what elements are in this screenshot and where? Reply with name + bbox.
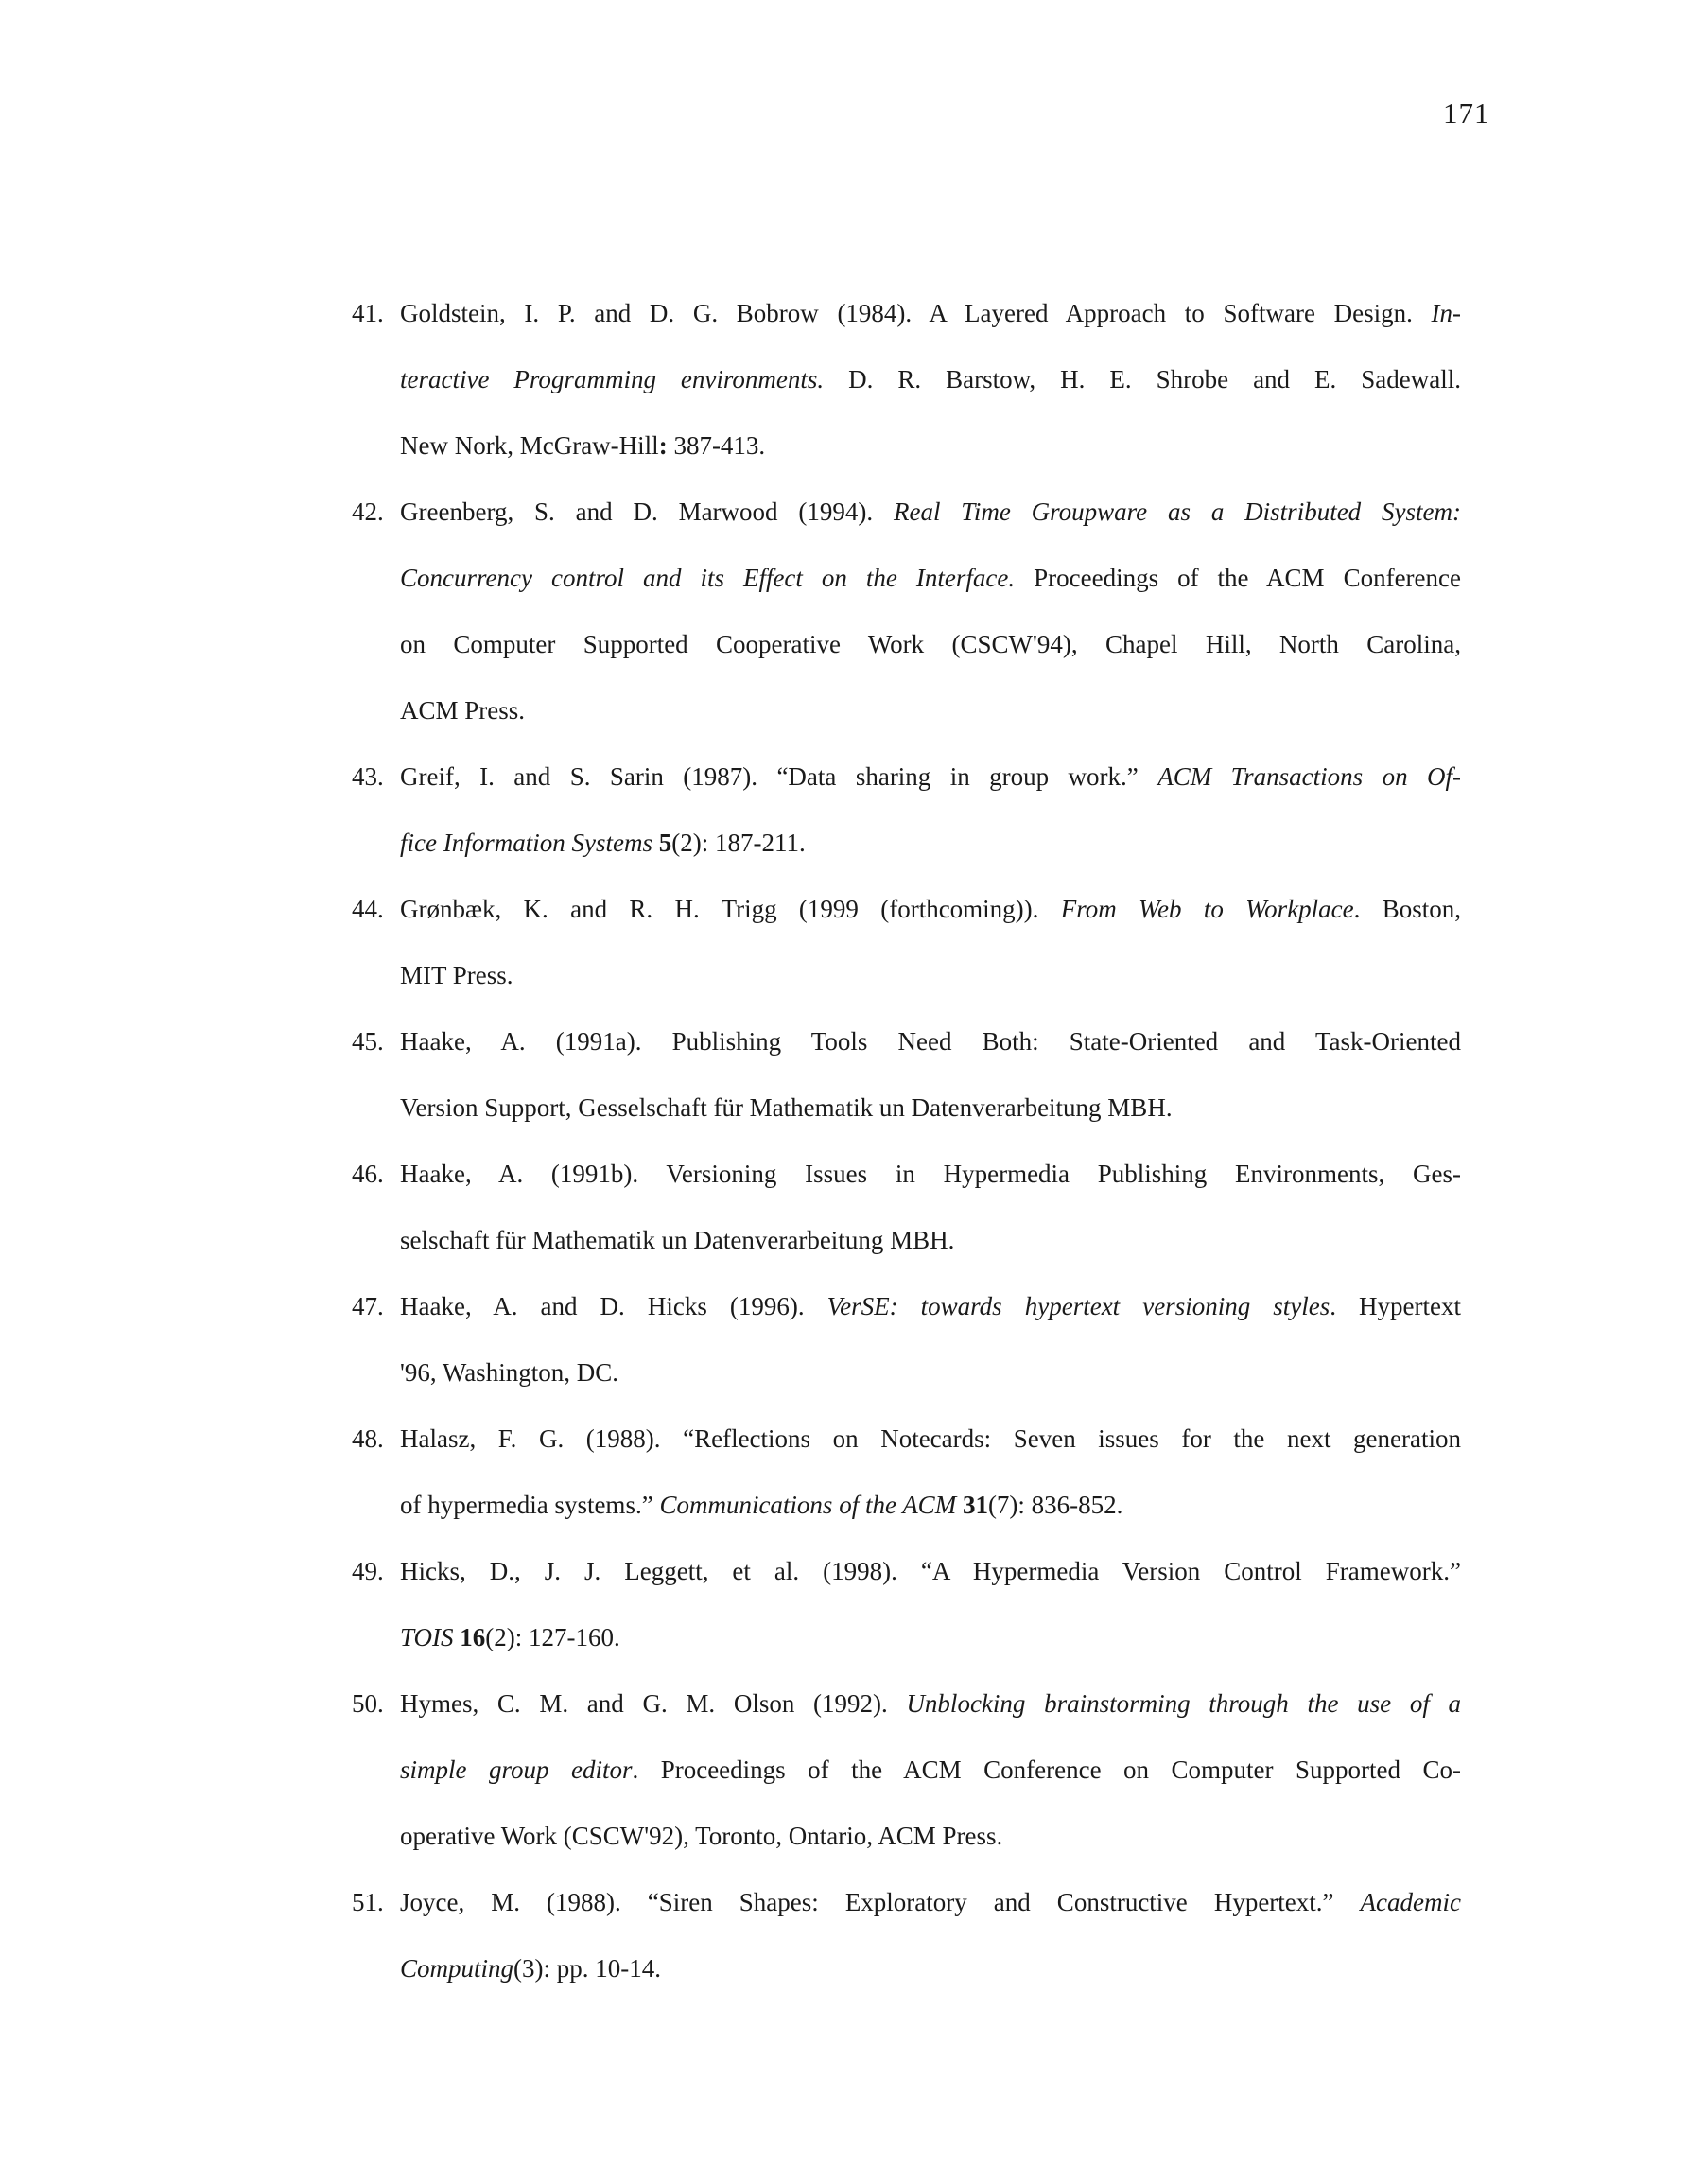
reference-item [352,280,1461,479]
reference-line [352,1008,1461,1075]
reference-number: 47. [352,1292,384,1320]
reference-text-segment: Unblocking brainstorming through the use of a [906,1689,1461,1718]
reference-text-segment: 16 [460,1623,486,1651]
reference-number: 50. [352,1689,384,1718]
reference-line [400,1207,1461,1273]
reference-text-segment: Hymes, C. M. and G. M. Olson (1992). [400,1689,907,1718]
reference-line [352,1406,1461,1472]
reference-line [400,1075,1461,1141]
reference-text-segment: Goldstein, I. P. and D. G. Bobrow (1984). A Layered Approach to Software Design. [400,299,1432,327]
reference-text-segment: . Hypertext [1330,1292,1461,1320]
reference-text-segment: . Boston, [1353,895,1461,923]
reference-line [352,1273,1461,1339]
reference-number: 48. [352,1424,384,1453]
reference-line [352,743,1461,810]
reference-text-segment: (2): 127-160. [485,1623,620,1651]
reference-line [400,1339,1461,1406]
reference-line [400,1472,1461,1538]
reference-number: 45. [352,1027,384,1056]
reference-text-segment: VerSE: towards hypertext versioning styles [826,1292,1330,1320]
reference-line [400,1604,1461,1670]
reference-text-segment: simple group editor [400,1756,633,1784]
reference-line [400,677,1461,743]
reference-text-segment: on Computer Supported Cooperative Work (CSCW'94), Chapel Hill, North Carolina, [400,630,1461,658]
reference-item [352,1273,1461,1406]
reference-line [400,1737,1461,1803]
reference-text-segment: Academic [1360,1888,1461,1916]
reference-text-segment: ACM Transactions on Of- [1157,762,1461,791]
reference-text-segment: Concurrency control and its Effect on the Interface. [400,564,1016,592]
reference-item [352,479,1461,743]
reference-text-segment: . Proceedings of the ACM Conference on Computer Supported Co- [632,1756,1461,1784]
reference-text-segment: teractive Programming environments. [400,365,825,393]
reference-text-segment: Communications of the ACM [659,1491,963,1519]
reference-line [400,1803,1461,1869]
reference-list [352,280,1461,2001]
reference-line [352,1538,1461,1604]
reference-text-segment: MIT Press. [400,961,513,989]
reference-text-segment: TOIS [400,1623,461,1651]
reference-number: 46. [352,1160,384,1188]
reference-text-segment: '96, Washington, DC. [400,1358,618,1387]
reference-text-segment: Real Time Groupware as a Distributed System: [893,498,1461,526]
reference-text-segment: selschaft für Mathematik un Datenverarbeitung MBH. [400,1226,955,1254]
reference-line [352,1141,1461,1207]
reference-text-segment: Haake, A. (1991b). Versioning Issues in Hypermedia Publishing Environments, Ges- [400,1160,1461,1188]
reference-line [352,876,1461,942]
reference-text-segment: (2): 187-211. [671,829,806,857]
reference-number: 43. [352,762,384,791]
reference-text-segment: : [658,431,668,460]
reference-number: 42. [352,498,384,526]
reference-line [400,611,1461,677]
reference-text-segment: fice Information Systems [400,829,659,857]
reference-line [352,1869,1461,1935]
page-number: 171 [1443,96,1490,130]
reference-text-segment: of hypermedia systems.” [400,1491,660,1519]
reference-item [352,1406,1461,1538]
reference-text-segment: Haake, A. and D. Hicks (1996). [400,1292,827,1320]
reference-item [352,1538,1461,1670]
reference-text-segment: Proceedings of the ACM Conference [1015,564,1461,592]
reference-item [352,1008,1461,1141]
reference-line [400,942,1461,1008]
reference-text-segment: Version Support, Gesselschaft für Mathematik un Datenverarbeitung MBH. [400,1093,1173,1122]
reference-line [400,545,1461,611]
reference-text-segment: D. R. Barstow, H. E. Shrobe and E. Sadewall. [824,365,1461,393]
reference-number: 41. [352,299,384,327]
reference-line [400,346,1461,412]
reference-text-segment: (7): 836-852. [987,1491,1123,1519]
reference-text-segment: Haake, A. (1991a). Publishing Tools Need Both: State-Oriented and Task-Oriented [400,1027,1461,1056]
reference-text-segment: Greenberg, S. and D. Marwood (1994). [400,498,894,526]
reference-text-segment: In- [1431,299,1461,327]
reference-number: 51. [352,1888,384,1916]
reference-text-segment: Halasz, F. G. (1988). “Reflections on Notecards: Seven issues for the next generation [400,1424,1461,1453]
reference-line [400,810,1461,876]
reference-text-segment: Greif, I. and S. Sarin (1987). “Data sharing in group work.” [400,762,1158,791]
reference-line [400,1935,1461,2001]
reference-item [352,743,1461,876]
reference-item [352,1141,1461,1273]
reference-text-segment: Joyce, M. (1988). “Siren Shapes: Exploratory and Constructive Hypertext.” [400,1888,1361,1916]
reference-text-segment: 5 [658,829,672,857]
reference-text-segment: operative Work (CSCW'92), Toronto, Ontario, ACM Press. [400,1822,1003,1850]
reference-text-segment: (3): pp. 10-14. [513,1954,661,1983]
reference-text-segment: Grønbæk, K. and R. H. Trigg (1999 (forthcoming)). [400,895,1061,923]
reference-item [352,1869,1461,2001]
reference-item [352,1670,1461,1869]
reference-line [400,412,1461,479]
reference-line [352,280,1461,346]
reference-text-segment: ACM Press. [400,696,526,725]
reference-line [352,479,1461,545]
reference-item [352,876,1461,1008]
reference-text-segment: Hicks, D., J. J. Leggett, et al. (1998). “A Hypermedia Version Control Framework.” [400,1557,1461,1585]
reference-number: 49. [352,1557,384,1585]
reference-line [352,1670,1461,1737]
reference-text-segment: New Nork, McGraw-Hill [400,431,659,460]
reference-text-segment: Computing [400,1954,514,1983]
reference-text-segment: 387-413. [667,431,766,460]
reference-number: 44. [352,895,384,923]
reference-text-segment: 31 [962,1491,988,1519]
reference-text-segment: From Web to Workplace [1060,895,1354,923]
